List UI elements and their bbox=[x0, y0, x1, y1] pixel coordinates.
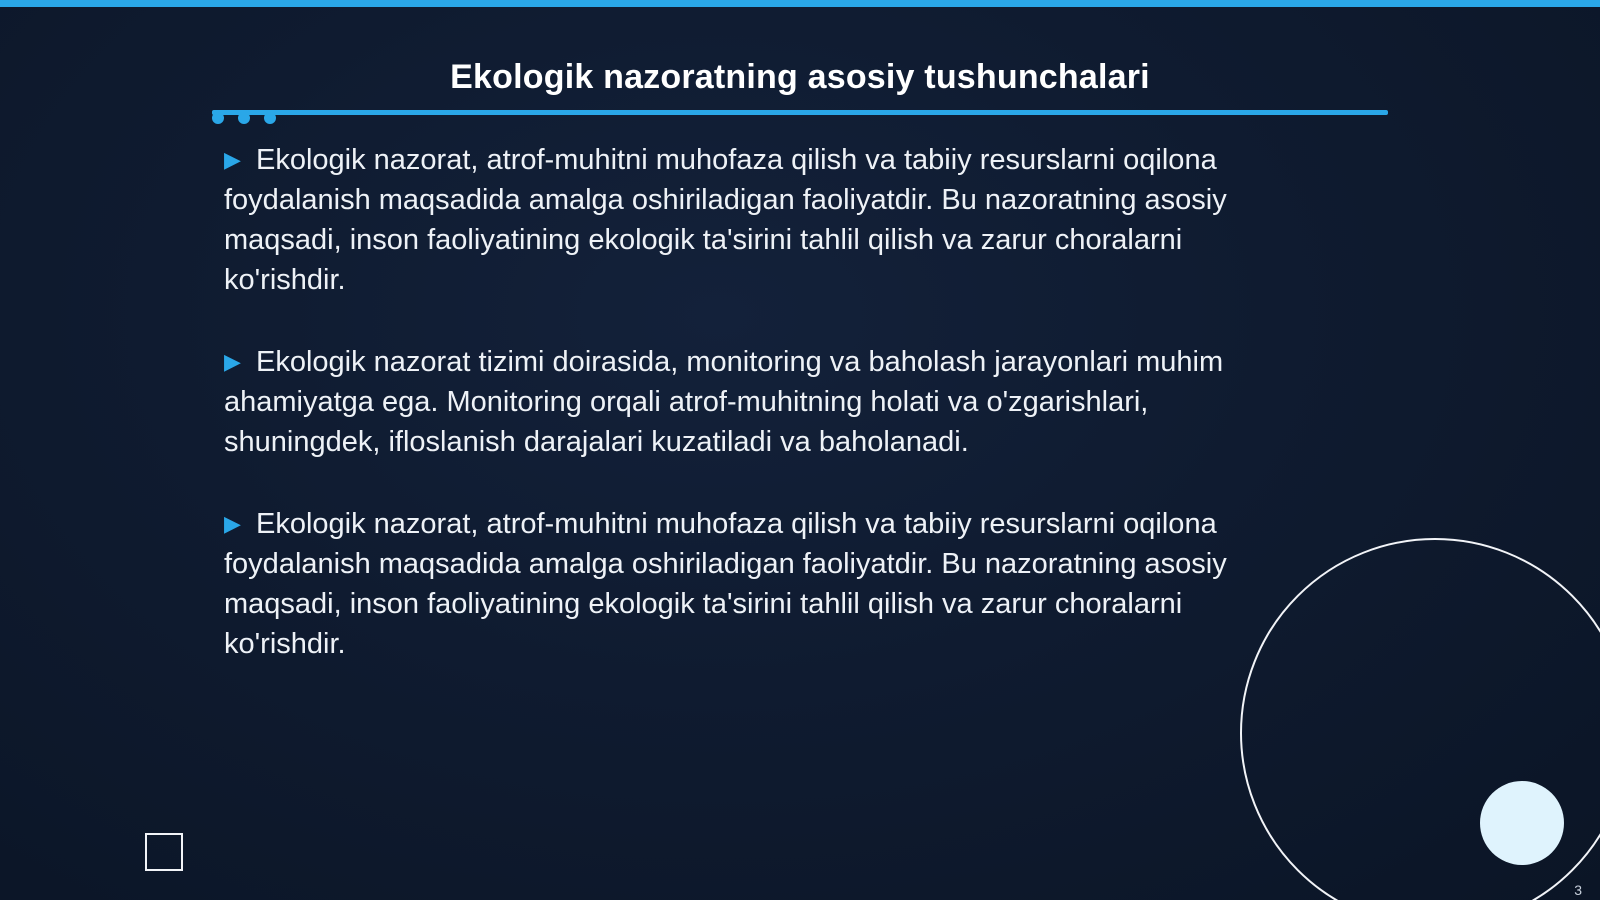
bullet-list bbox=[224, 140, 1294, 706]
title-underline bbox=[212, 110, 1388, 115]
decorative-dot bbox=[212, 112, 224, 124]
slide-title: Ekologik nazoratning asosiy tushunchalari bbox=[450, 58, 1150, 96]
decorative-dot bbox=[264, 112, 276, 124]
decorative-circle-filled bbox=[1480, 781, 1564, 865]
bullet-arrow-icon: ▶ bbox=[224, 349, 241, 374]
decorative-square-outline bbox=[145, 833, 183, 871]
bullet-item bbox=[224, 140, 1294, 300]
bullet-item bbox=[224, 504, 1294, 664]
bullet-item bbox=[224, 342, 1294, 462]
decorative-dot bbox=[238, 112, 250, 124]
bullet-text: Ekologik nazorat, atrof-muhitni muhofaza qilish va tabiiy resurslarni oqilona foydalanish maqsadida amalga oshiriladigan faoliyatdir. Bu nazoratning asosiy maqsadi, inson faoliyatining ekologik ta'sirini tahlil qilish va zarur choralarni ko'rishdir. bbox=[224, 144, 1227, 296]
bullet-text: Ekologik nazorat, atrof-muhitni muhofaza qilish va tabiiy resurslarni oqilona foydalanish maqsadida amalga oshiriladigan faoliyatdir. Bu nazoratning asosiy maqsadi, inson faoliyatining ekologik ta'sirini tahlil qilish va zarur choralarni ko'rishdir. bbox=[224, 508, 1227, 660]
bullet-text: Ekologik nazorat tizimi doirasida, monitoring va baholash jarayonlari muhim ahamiyatga ega. Monitoring orqali atrof-muhitning holati va o'zgarishlari, shuningdek, ifloslanish darajalari kuzatiladi va baholanadi. bbox=[224, 346, 1224, 458]
bullet-arrow-icon: ▶ bbox=[224, 511, 241, 536]
bullet-arrow-icon: ▶ bbox=[224, 147, 241, 172]
top-accent-bar bbox=[0, 0, 1600, 7]
page-number: 3 bbox=[1574, 882, 1582, 898]
